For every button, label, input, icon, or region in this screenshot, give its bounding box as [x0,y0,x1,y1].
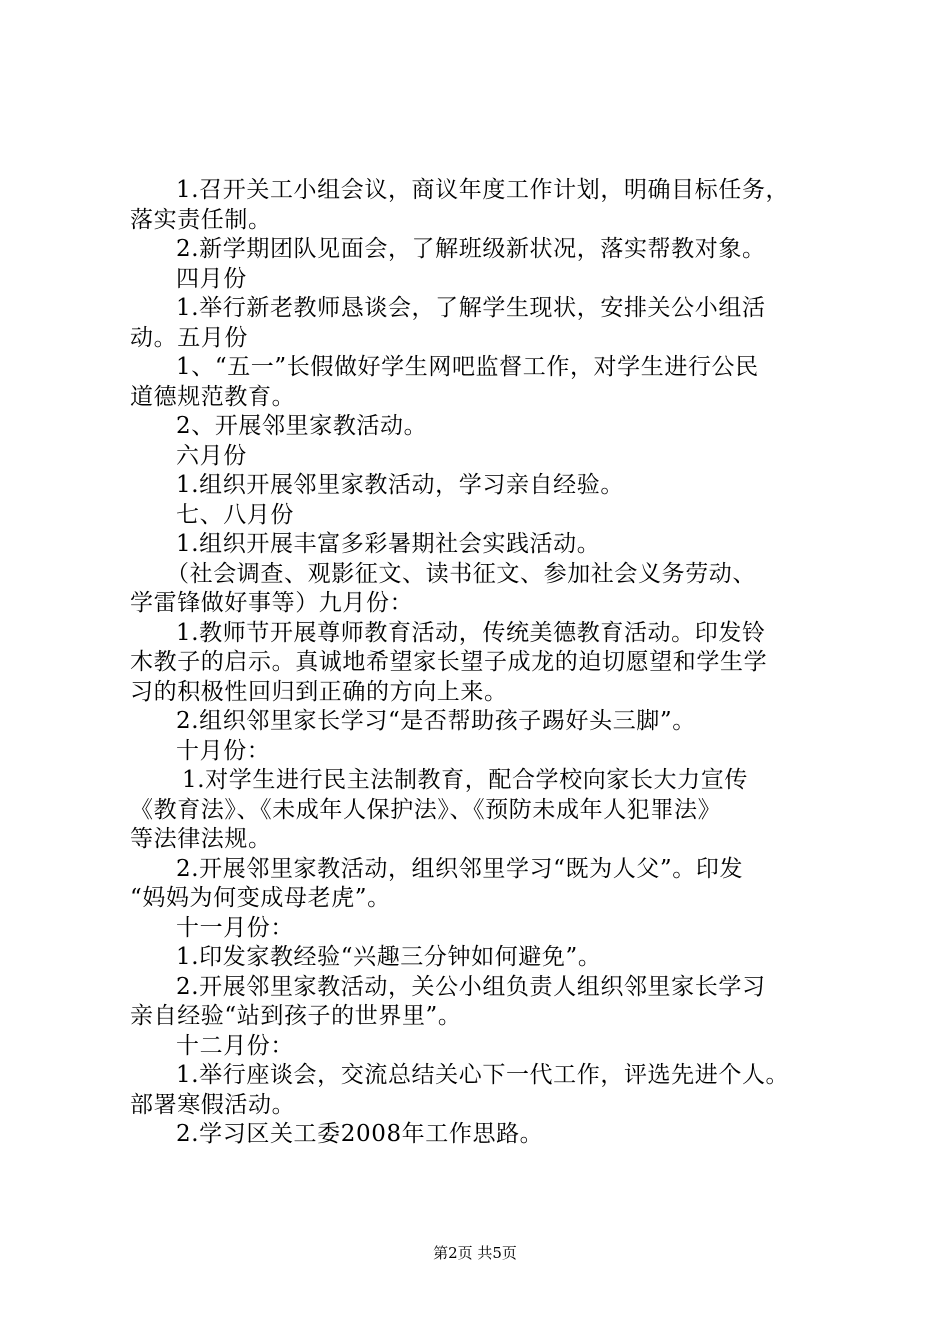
text-line: 1.对学生进行民主法制教育，配合学校向家长大力宣传 [182,767,748,793]
text-line: 1.组织开展邻里家教活动，学习亲自经验。 [176,472,624,498]
text-line: 等法律法规。 [130,826,272,852]
text-line: 习的积极性回归到正确的方向上来。 [130,678,508,705]
text-line: 四月份 [176,265,247,292]
text-line: “妈妈为何变成母老虎”。 [130,885,391,911]
text-line: 学雷锋做好事等）九月份： [130,590,414,616]
text-line: 2.学习区关工委2008年工作思路。 [176,1121,544,1147]
page-footer: 第2页 共5页 [433,1244,517,1262]
text-line: 1、“五一”长假做好学生网吧监督工作，对学生进行公民 [176,354,759,380]
text-line: 1.召开关工小组会议，商议年度工作计划，明确目标任务， [176,177,790,203]
text-line: 1.印发家教经验“兴趣三分钟如何避免”。 [176,944,602,970]
text-line: 1.组织开展丰富多彩暑期社会实践活动。 [176,531,601,557]
text-line: 亲自经验“站到孩子的世界里”。 [130,1003,462,1029]
text-line: 《教育法》、《未成年人保护法》、《预防未成年人犯罪法》 [130,796,722,823]
text-line: 2.开展邻里家教活动，组织邻里学习“既为人父”。印发 [176,855,744,882]
text-line: 十月份： [176,737,271,764]
text-line: 2.开展邻里家教活动，关公小组负责人组织邻里家长学习 [176,973,766,1000]
text-line: 道德规范教育。 [130,383,296,410]
text-line: 1.教师节开展尊师教育活动，传统美德教育活动。印发铃 [176,619,766,646]
body-text [130,176,840,1150]
text-line: 2、开展邻里家教活动。 [176,413,428,439]
text-line: 2.新学期团队见面会，了解班级新状况，落实帮教对象。 [176,236,766,262]
text-line: 十一月份： [176,914,294,941]
text-line: 1.举行新老教师恳谈会，了解学生现状，安排关公小组活 [176,295,766,321]
text-line: 动。五月份 [130,324,248,351]
text-line: 1.举行座谈会，交流总结关心下一代工作，评选先进个人。 [176,1062,790,1088]
text-line: 落实责任制。 [130,206,272,233]
text-line: （社会调查、观影征文、读书征文、参加社会义务劳动、 [166,560,756,587]
text-line: 2.组织邻里家长学习“是否帮助孩子踢好头三脚”。 [176,708,696,734]
text-line: 十二月份： [176,1032,294,1059]
text-line: 七、八月份 [176,501,294,528]
text-line: 六月份 [176,442,247,469]
text-line: 木教子的启示。真诚地希望家长望子成龙的迫切愿望和学生学 [130,649,768,675]
text-line: 部署寒假活动。 [130,1091,296,1118]
